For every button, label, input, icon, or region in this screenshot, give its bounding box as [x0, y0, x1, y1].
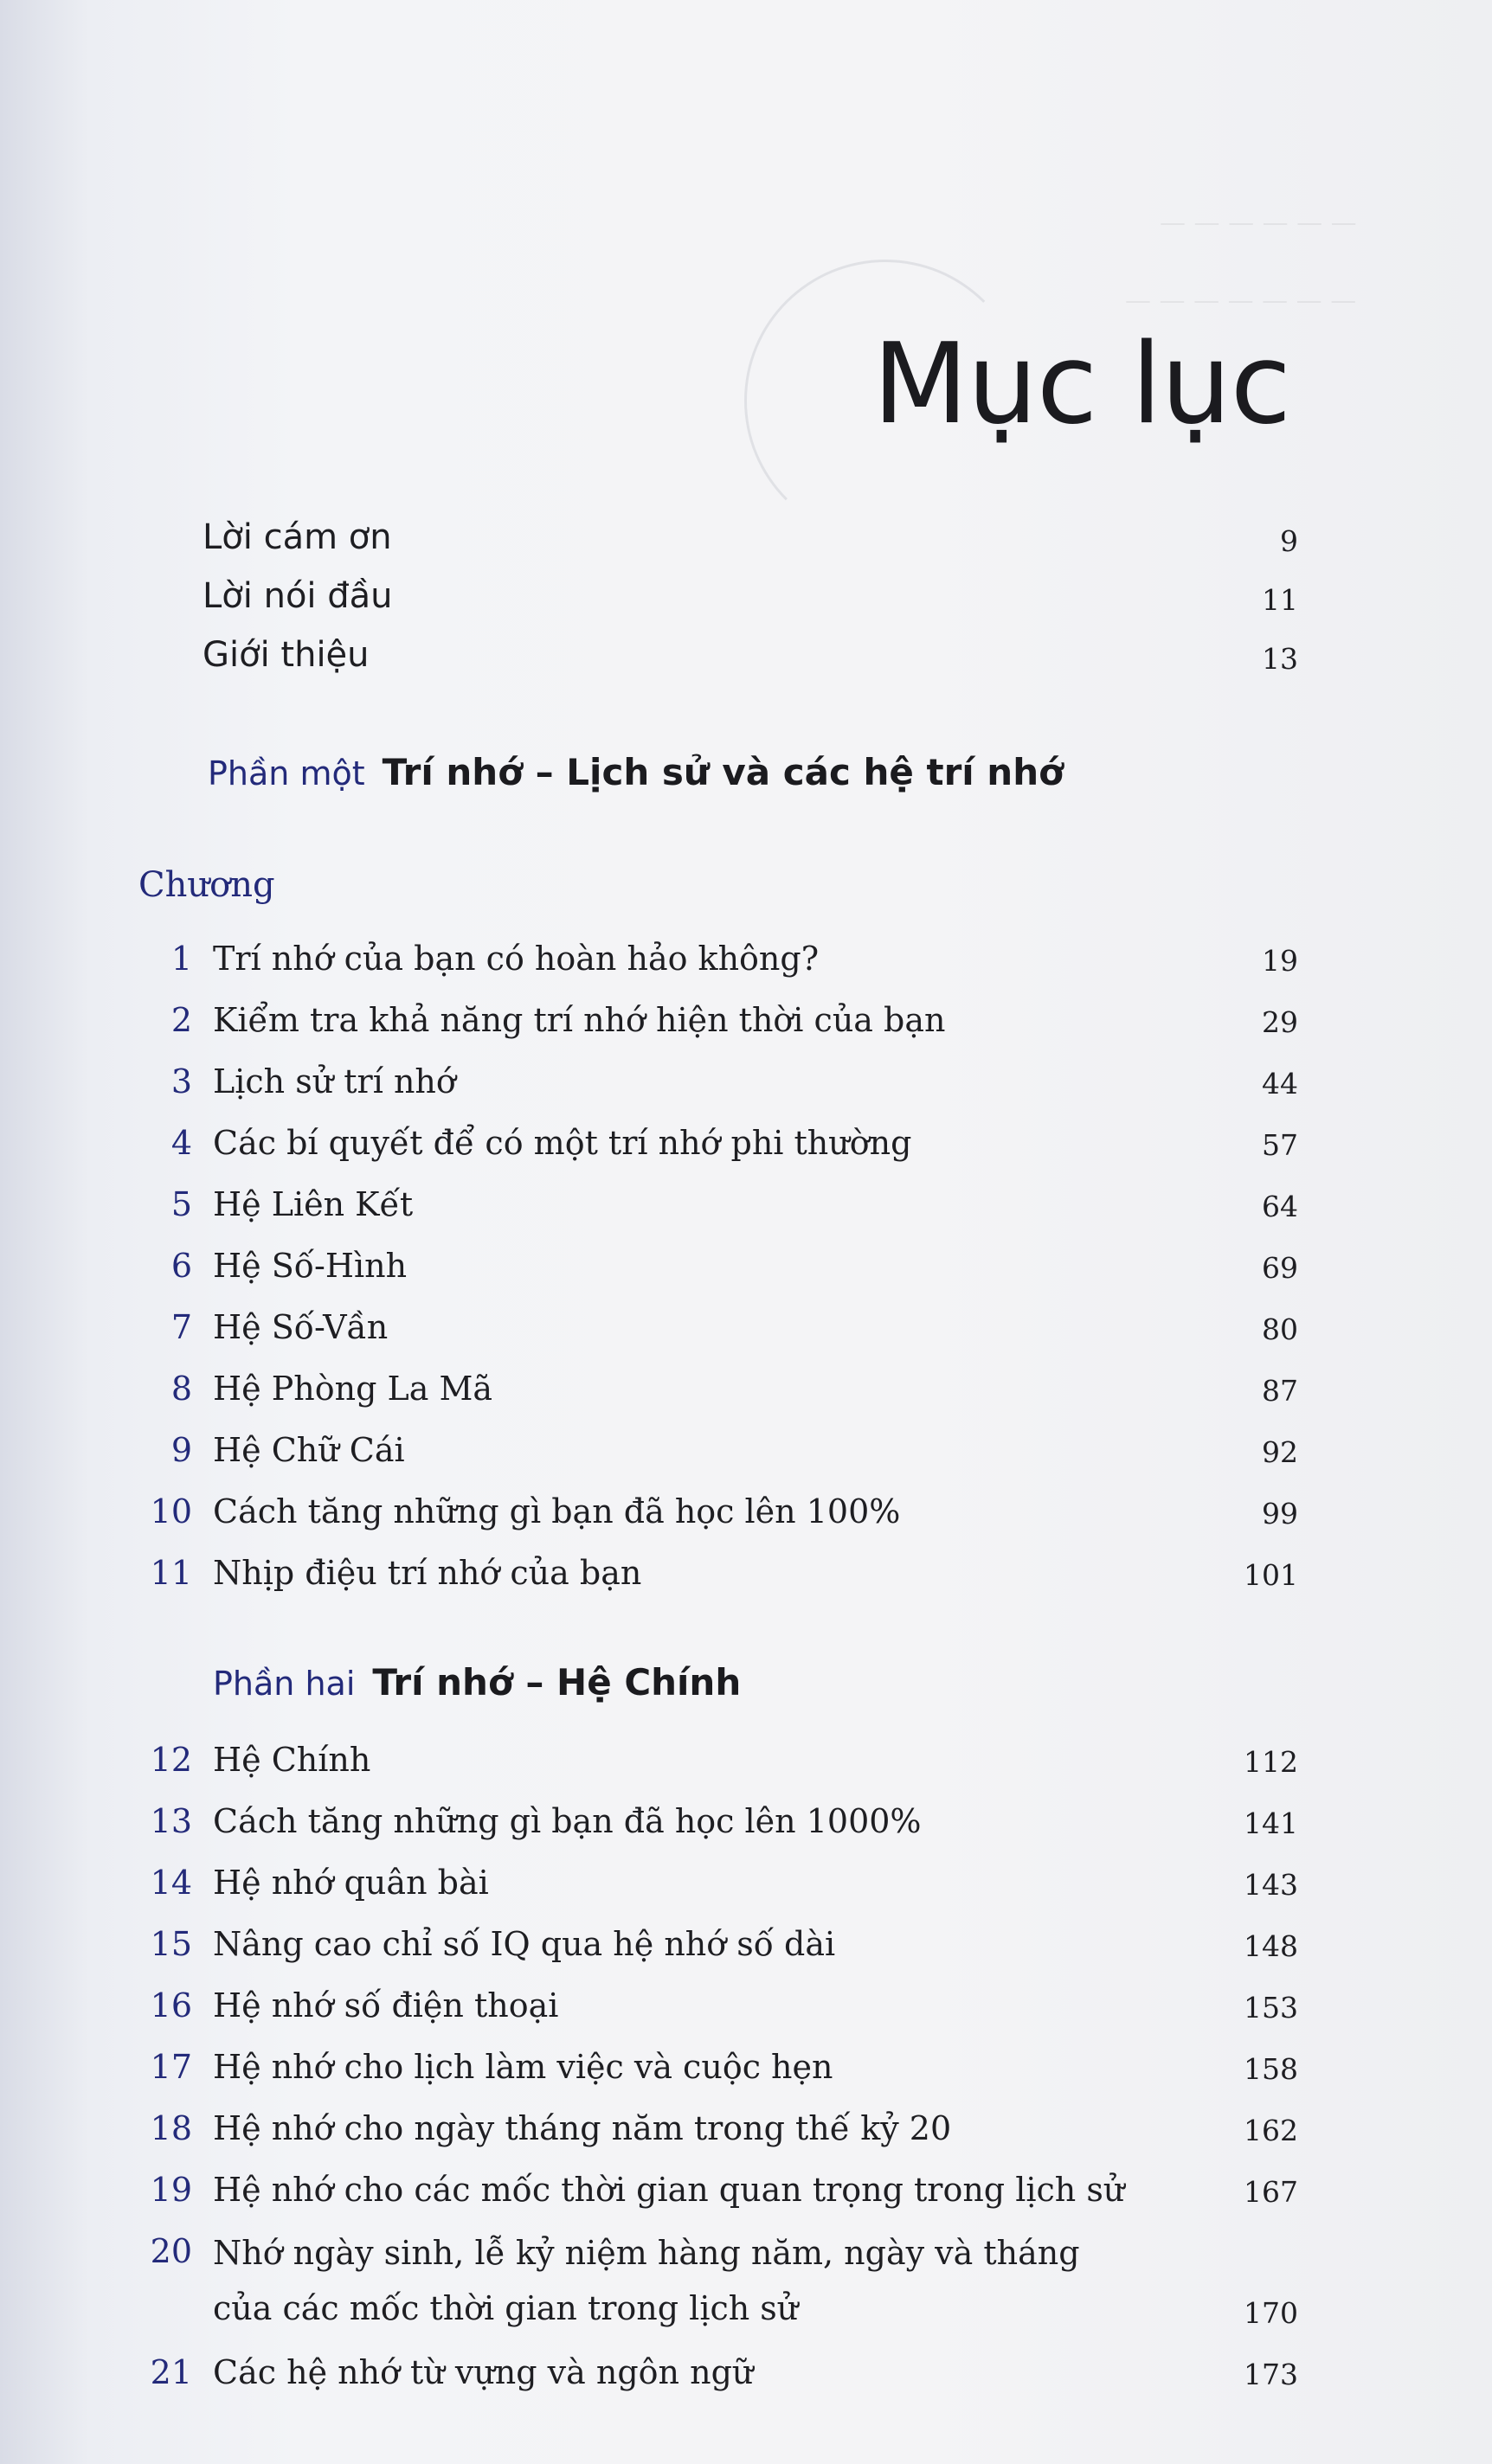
chapter-title: Hệ Số-Hình: [213, 1247, 408, 1285]
chapter-entry: [147, 1062, 1298, 1124]
chapter-page: 19: [1262, 944, 1298, 978]
chapter-number: 7: [170, 1308, 192, 1346]
show-through-text: — — — — — —: [1160, 208, 1357, 238]
chapter-title: Cách tăng những gì bạn đã học lên 1000%: [213, 1802, 922, 1840]
chapter-page: 101: [1244, 1558, 1298, 1592]
chapter-number: 3: [170, 1062, 192, 1100]
chapter-title-line-2: của các mốc thời gian trong lịch sử: [213, 2289, 799, 2327]
chapter-title: Hệ nhớ quân bài: [213, 1864, 489, 1902]
chapter-number: 16: [150, 1986, 192, 2024]
chapter-title: Hệ nhớ cho lịch làm việc và cuộc hẹn: [213, 2048, 833, 2086]
chapter-entry: [147, 1925, 1298, 1986]
chapter-number: 11: [150, 1554, 192, 1592]
chapter-entry: [147, 2232, 1298, 2353]
chapter-entry: [147, 1554, 1298, 1615]
chapter-page: 158: [1244, 2052, 1298, 2086]
chapter-page: 162: [1244, 2114, 1298, 2147]
chapter-title: Hệ nhớ cho ngày tháng năm trong thế kỷ 20: [213, 2109, 952, 2147]
chapter-title: Trí nhớ của bạn có hoàn hảo không?: [213, 940, 820, 978]
chapter-number: 13: [150, 1802, 192, 1840]
chapter-page: 69: [1262, 1251, 1298, 1285]
chapter-title: Các bí quyết để có một trí nhớ phi thường: [213, 1124, 912, 1162]
chapter-number: 17: [150, 2048, 192, 2086]
toc-entry-title: Giới thiệu: [203, 635, 370, 675]
chapter-list-part-two: [147, 1741, 1298, 2415]
part-title: Trí nhớ – Hệ Chính: [372, 1661, 742, 1704]
chapter-title: Nâng cao chỉ số IQ qua hệ nhớ số dài: [213, 1925, 836, 1963]
chapter-entry: [147, 1741, 1298, 1802]
chapter-page: 44: [1262, 1067, 1298, 1100]
chapter-number: 19: [150, 2171, 192, 2209]
chapter-number: 21: [150, 2353, 192, 2391]
chapter-title: Nhịp điệu trí nhớ của bạn: [213, 1554, 642, 1592]
chapter-page: 170: [1244, 2296, 1298, 2330]
toc-entry-page: 9: [1280, 524, 1298, 558]
chapter-title-line-1: Nhớ ngày sinh, lễ kỷ niệm hàng năm, ngày và tháng: [213, 2234, 1080, 2272]
chapter-entry: [147, 1986, 1298, 2048]
chapter-entry: [147, 2353, 1298, 2415]
chapter-title: [213, 2225, 1080, 2336]
chapter-entry: [147, 1370, 1298, 1431]
chapter-number: 2: [170, 1001, 192, 1039]
chapter-page: 29: [1262, 1005, 1298, 1039]
chapter-page: 64: [1262, 1190, 1298, 1223]
chapter-title: Cách tăng những gì bạn đã học lên 100%: [213, 1492, 901, 1530]
chapter-number: 15: [150, 1925, 192, 1963]
chapter-page: 87: [1262, 1374, 1298, 1408]
chapter-entry: [147, 1124, 1298, 1185]
chapter-page: 112: [1244, 1745, 1298, 1779]
chapter-page: 143: [1244, 1868, 1298, 1902]
chapter-entry: [147, 940, 1298, 1001]
page-title: Mục lục: [872, 320, 1290, 449]
chapter-page: 167: [1244, 2175, 1298, 2209]
chapter-page: 148: [1244, 1929, 1298, 1963]
chapter-entry: [147, 1492, 1298, 1554]
show-through-text: — — — — — — —: [1125, 286, 1357, 316]
part-label: Phần hai: [213, 1665, 356, 1703]
toc-entry: [203, 517, 1298, 576]
toc-entry-title: Lời cám ơn: [203, 517, 392, 557]
chapter-number: 5: [170, 1185, 192, 1223]
toc-entry-page: 13: [1262, 642, 1298, 676]
chapter-title: Lịch sử trí nhớ: [213, 1062, 456, 1100]
chapter-number: 1: [170, 940, 192, 978]
chapter-entry: [147, 1431, 1298, 1492]
toc-entry: [203, 576, 1298, 635]
chapter-page: 57: [1262, 1128, 1298, 1162]
chapter-title: Hệ Số-Vần: [213, 1308, 389, 1346]
chapter-title: Hệ Liên Kết: [213, 1185, 414, 1223]
chapter-page: 92: [1262, 1435, 1298, 1469]
chapter-entry: [147, 1247, 1298, 1308]
front-matter-list: [203, 517, 1298, 694]
chapter-heading: Chương: [138, 865, 275, 905]
chapter-title: Hệ nhớ số điện thoại: [213, 1986, 559, 2024]
chapter-entry: [147, 2048, 1298, 2109]
chapter-number: 6: [170, 1247, 192, 1285]
chapter-title: Hệ Chữ Cái: [213, 1431, 405, 1469]
chapter-number: 9: [170, 1431, 192, 1469]
chapter-entry: [147, 2171, 1298, 2232]
chapter-number: 14: [150, 1864, 192, 1902]
chapter-page: 80: [1262, 1312, 1298, 1346]
chapter-entry: [147, 1864, 1298, 1925]
chapter-page: 153: [1244, 1991, 1298, 2024]
chapter-entry: [147, 2109, 1298, 2171]
chapter-title: Hệ nhớ cho các mốc thời gian quan trọng trong lịch sử: [213, 2171, 1125, 2209]
toc-entry: [203, 635, 1298, 694]
chapter-page: 141: [1244, 1806, 1298, 1840]
chapter-title: Hệ Phòng La Mã: [213, 1370, 493, 1408]
part-heading: [208, 751, 1064, 793]
chapter-number: 12: [150, 1741, 192, 1779]
chapter-title: Hệ Chính: [213, 1741, 371, 1779]
chapter-number: 8: [170, 1370, 192, 1408]
part-label: Phần một: [208, 754, 365, 792]
chapter-page: 173: [1244, 2358, 1298, 2391]
chapter-number: 10: [150, 1492, 192, 1530]
chapter-entry: [147, 1802, 1298, 1864]
toc-entry-title: Lời nói đầu: [203, 576, 393, 616]
chapter-number: 4: [170, 1124, 192, 1162]
chapter-list-part-one: [147, 940, 1298, 1615]
chapter-entry: [147, 1185, 1298, 1247]
part-heading: [213, 1661, 741, 1704]
chapter-title: Các hệ nhớ từ vựng và ngôn ngữ: [213, 2353, 754, 2391]
chapter-entry: [147, 1001, 1298, 1062]
chapter-number: 18: [150, 2109, 192, 2147]
chapter-entry: [147, 1308, 1298, 1370]
part-title: Trí nhớ – Lịch sử và các hệ trí nhớ: [382, 751, 1064, 793]
chapter-number: 20: [150, 2232, 192, 2270]
chapter-page: 99: [1262, 1497, 1298, 1530]
chapter-title: Kiểm tra khả năng trí nhớ hiện thời của bạn: [213, 1001, 946, 1039]
toc-entry-page: 11: [1262, 583, 1298, 617]
